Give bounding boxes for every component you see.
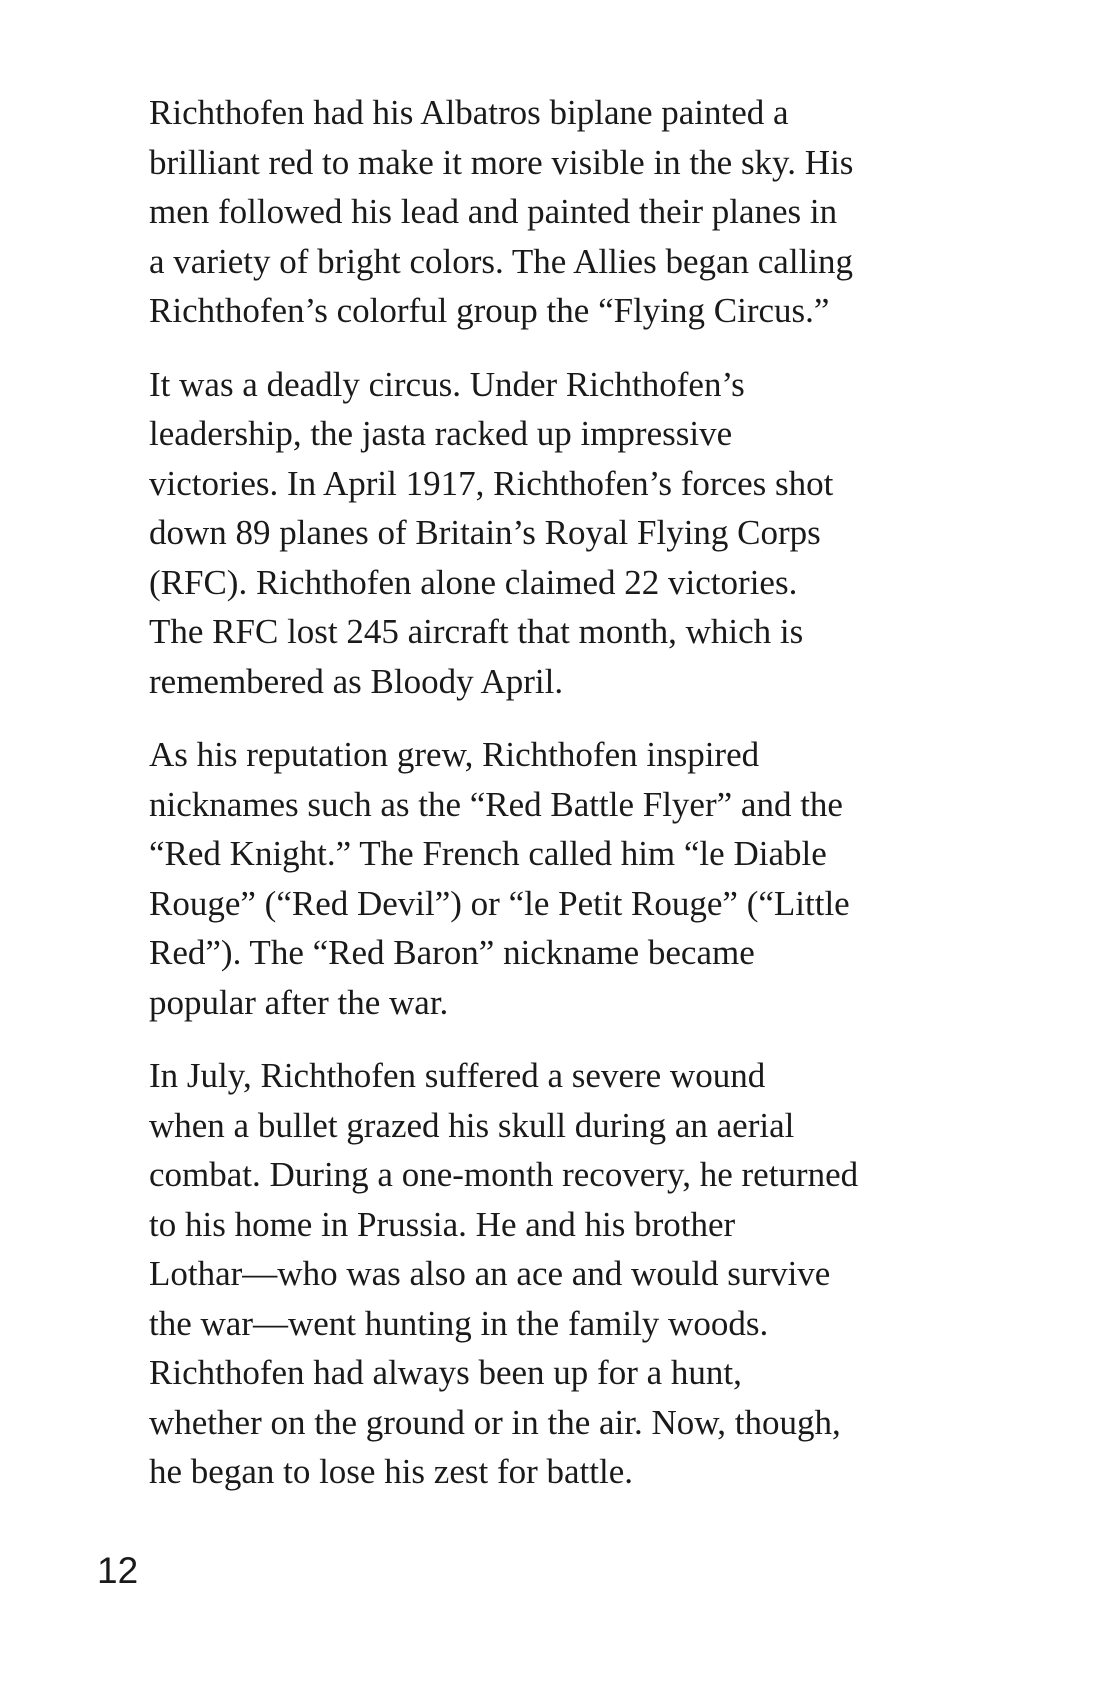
text-line: popular after the war. [149, 982, 449, 1022]
text-line: leadership, the jasta racked up impressive [149, 414, 733, 453]
text-line: Richthofen had always been up for a hunt, [149, 1353, 742, 1392]
text-line: Richthofen’s colorful group the “Flying Circus.” [149, 291, 830, 330]
text-line: victories. In April 1917, Richthofen’s forces shot [149, 463, 834, 503]
text-line: In July, Richthofen suffered a severe wound [149, 1056, 766, 1095]
paragraph-flying-circus [99, 88, 899, 336]
text-line: the war—went hunting in the family woods. [149, 1303, 769, 1343]
text-line: remembered as Bloody April. [149, 661, 564, 701]
text-line: As his reputation grew, Richthofen inspired [149, 735, 760, 774]
text-line: Rouge” (“Red Devil”) or “le Petit Rouge” (“Little [149, 883, 850, 923]
text-line: The RFC lost 245 aircraft that month, which is [149, 612, 804, 651]
text-line: It was a deadly circus. Under Richthofen’s [149, 364, 745, 404]
text-line: a variety of bright colors. The Allies began calling [149, 241, 854, 281]
paragraph-july-wound [99, 1051, 899, 1497]
text-line: down 89 planes of Britain’s Royal Flying Corps [149, 513, 821, 552]
text-line: men followed his lead and painted their planes in [149, 192, 838, 231]
text-line: “Red Knight.” The French called him “le Diable [149, 834, 827, 873]
text-line: Red”). The “Red Baron” nickname became [149, 933, 755, 972]
text-line: combat. During a one-month recovery, he returned [149, 1155, 859, 1194]
text-line: nicknames such as the “Red Battle Flyer” and the [149, 784, 843, 824]
paragraph-bloody-april [99, 360, 899, 707]
text-line: to his home in Prussia. He and his brother [149, 1204, 736, 1244]
text-line: whether on the ground or in the air. Now, though, [149, 1402, 841, 1442]
text-line: he began to lose his zest for battle. [149, 1452, 634, 1491]
text-line: when a bullet grazed his skull during an aerial [149, 1105, 795, 1145]
page-number: 12 [97, 1550, 139, 1591]
paragraph-nicknames [99, 730, 899, 1027]
text-line: brilliant red to make it more visible in the sky. His [149, 142, 854, 182]
text-line: (RFC). Richthofen alone claimed 22 victories. [149, 562, 798, 602]
text-line: Richthofen had his Albatros biplane painted a [149, 93, 789, 132]
body-text [99, 88, 899, 1521]
text-line: Lothar—who was also an ace and would survive [149, 1254, 831, 1293]
